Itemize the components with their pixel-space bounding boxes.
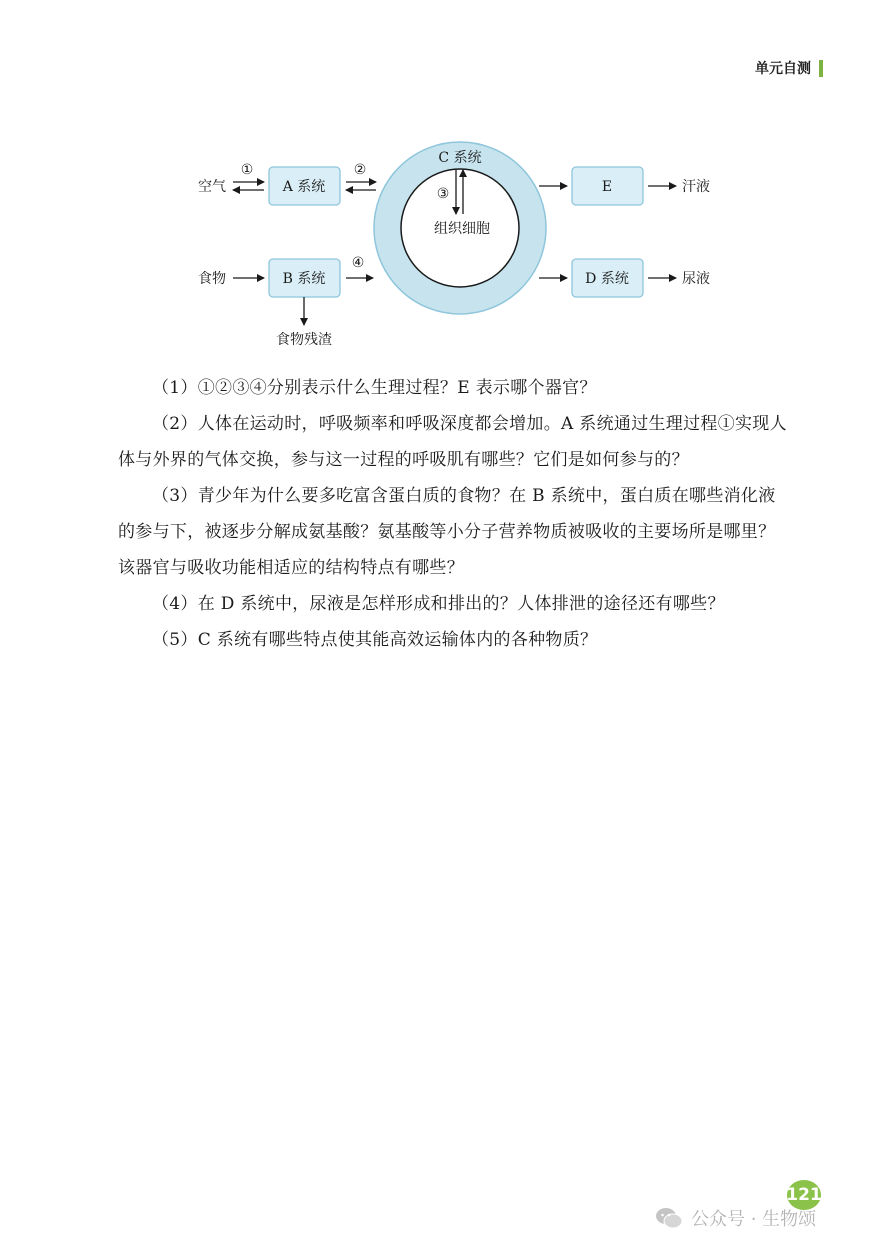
tissue-cells-label: 组织细胞 (434, 221, 490, 237)
system-c-label: C 系统 (438, 150, 482, 166)
question-5: （5）C 系统有哪些特点使其能高效运输体内的各种物质？ (152, 630, 598, 650)
watermark-text: 公众号 · 生物颂 (691, 1209, 817, 1230)
urine-label: 尿液 (682, 271, 710, 287)
section-accent-bar (819, 60, 823, 77)
question-4: （4）在 D 系统中，尿液是怎样形成和排出的？人体排泄的途径还有哪些？ (152, 594, 725, 614)
page-header (755, 58, 823, 78)
system-a-label: A 系统 (282, 179, 326, 195)
system-d-label: D 系统 (585, 271, 629, 287)
wechat-icon (655, 1207, 683, 1229)
body-systems-diagram (0, 130, 895, 360)
question-1: （1）①②③④分别表示什么生理过程？E 表示哪个器官？ (152, 378, 597, 398)
system-b-label: B 系统 (282, 271, 326, 287)
step4-label: ④ (351, 255, 365, 271)
organ-e-label: E (601, 179, 613, 195)
food-label: 食物 (198, 271, 226, 287)
question-3: （3）青少年为什么要多吃富含蛋白质的食物？在 B 系统中，蛋白质在哪些消化液的参与下，被逐步分解成氨基酸？氨基酸等小分子营养物质被吸收的主要场所是哪里？该器官与吸收功能相适应的结构特点有哪些？ (118, 486, 776, 578)
question-list (118, 370, 790, 658)
step3-label: ③ (436, 186, 450, 202)
step2-label: ② (353, 162, 367, 178)
watermark (655, 1205, 816, 1231)
section-title: 单元自测 (755, 61, 811, 77)
sweat-label: 汗液 (682, 179, 710, 195)
question-2: （2）人体在运动时，呼吸频率和呼吸深度都会增加。A 系统通过生理过程①实现人体与外界的气体交换，参与这一过程的呼吸肌有哪些？它们是如何参与的？ (118, 414, 787, 470)
food-residue-label: 食物残渣 (276, 332, 332, 348)
step1-label: ① (240, 162, 254, 178)
air-label: 空气 (198, 179, 226, 195)
page-number-badge: 121 (787, 1180, 821, 1210)
